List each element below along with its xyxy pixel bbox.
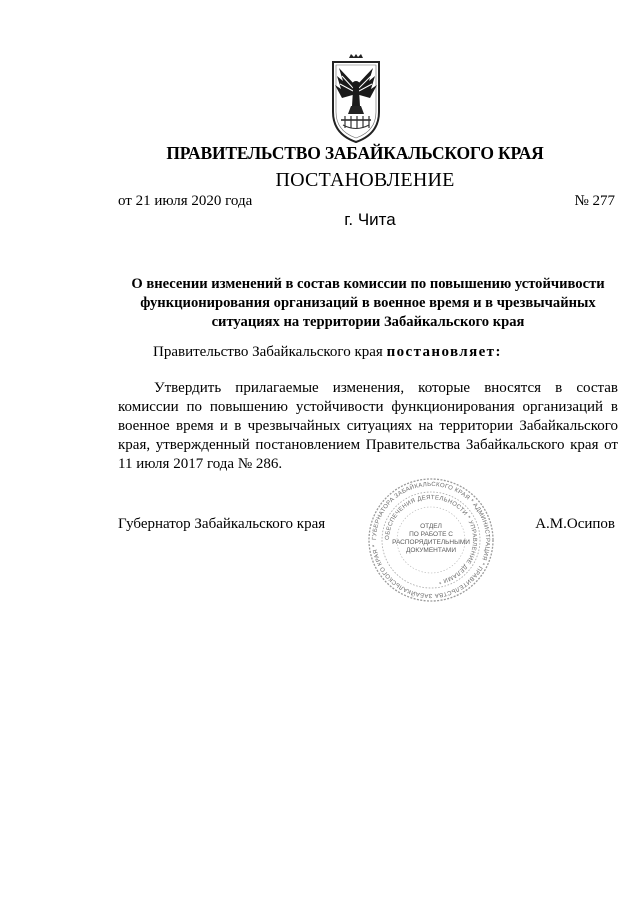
document-number: № 277 <box>574 193 615 209</box>
decree-body-paragraph: Утвердить прилагаемые изменения, которые вносятся в состав комиссии по повышению устойчивости функционирования организаций в военное время и в чрезвычайных ситуациях на территории Забайкальского края, утвержденный постановлением Правительства Забайкальского края от 11 июля 2017 года № 286. <box>118 380 618 472</box>
document-type: ПОСТАНОВЛЕНИЕ <box>275 169 455 191</box>
stamp-outer-text: ГУБЕРНАТОРА ЗАБАЙКАЛЬСКОГО КРАЯ * АДМИНИСТРАЦИЯ * ПРАВИТЕЛЬСТВА ЗАБАЙКАЛЬСКОГО КРАЯ * <box>371 481 491 599</box>
document-city: г. Чита <box>344 210 396 229</box>
stamp-center-line: ДОКУМЕНТАМИ <box>405 547 457 554</box>
round-seal-icon <box>366 476 496 604</box>
document-date: от 21 июля 2020 года <box>118 193 253 209</box>
decree-prefix: Правительство Забайкальского края <box>153 344 387 360</box>
decree-line <box>153 344 502 361</box>
eagle-emblem-icon <box>327 54 385 144</box>
signatory-name: А.М.Осипов <box>535 516 615 532</box>
coat-of-arms-emblem <box>327 54 385 144</box>
signatory-title: Губернатор Забайкальского края <box>118 516 326 532</box>
stamp-center-line: ПО РАБОТЕ С <box>409 531 453 538</box>
document-subject: О внесении изменений в состав комиссии по повышению устойчивости функционирования организаций в военное время и в чрезвычайных ситуациях на территории Забайкальского края <box>131 276 605 330</box>
official-stamp <box>366 476 496 604</box>
organization-title: ПРАВИТЕЛЬСТВО ЗАБАЙКАЛЬСКОГО КРАЯ <box>166 143 544 163</box>
stamp-inner-text: ОБЕСПЕЧЕНИЯ ДЕЯТЕЛЬНОСТИ * УПРАВЛЕНИЕ ДЕЛАМИ * <box>384 494 478 585</box>
stamp-center-line: ОТДЕЛ <box>420 523 442 530</box>
stamp-center-line: РАСПОРЯДИТЕЛЬНЫМИ <box>392 539 470 546</box>
decree-keyword: постановляет: <box>386 344 502 360</box>
